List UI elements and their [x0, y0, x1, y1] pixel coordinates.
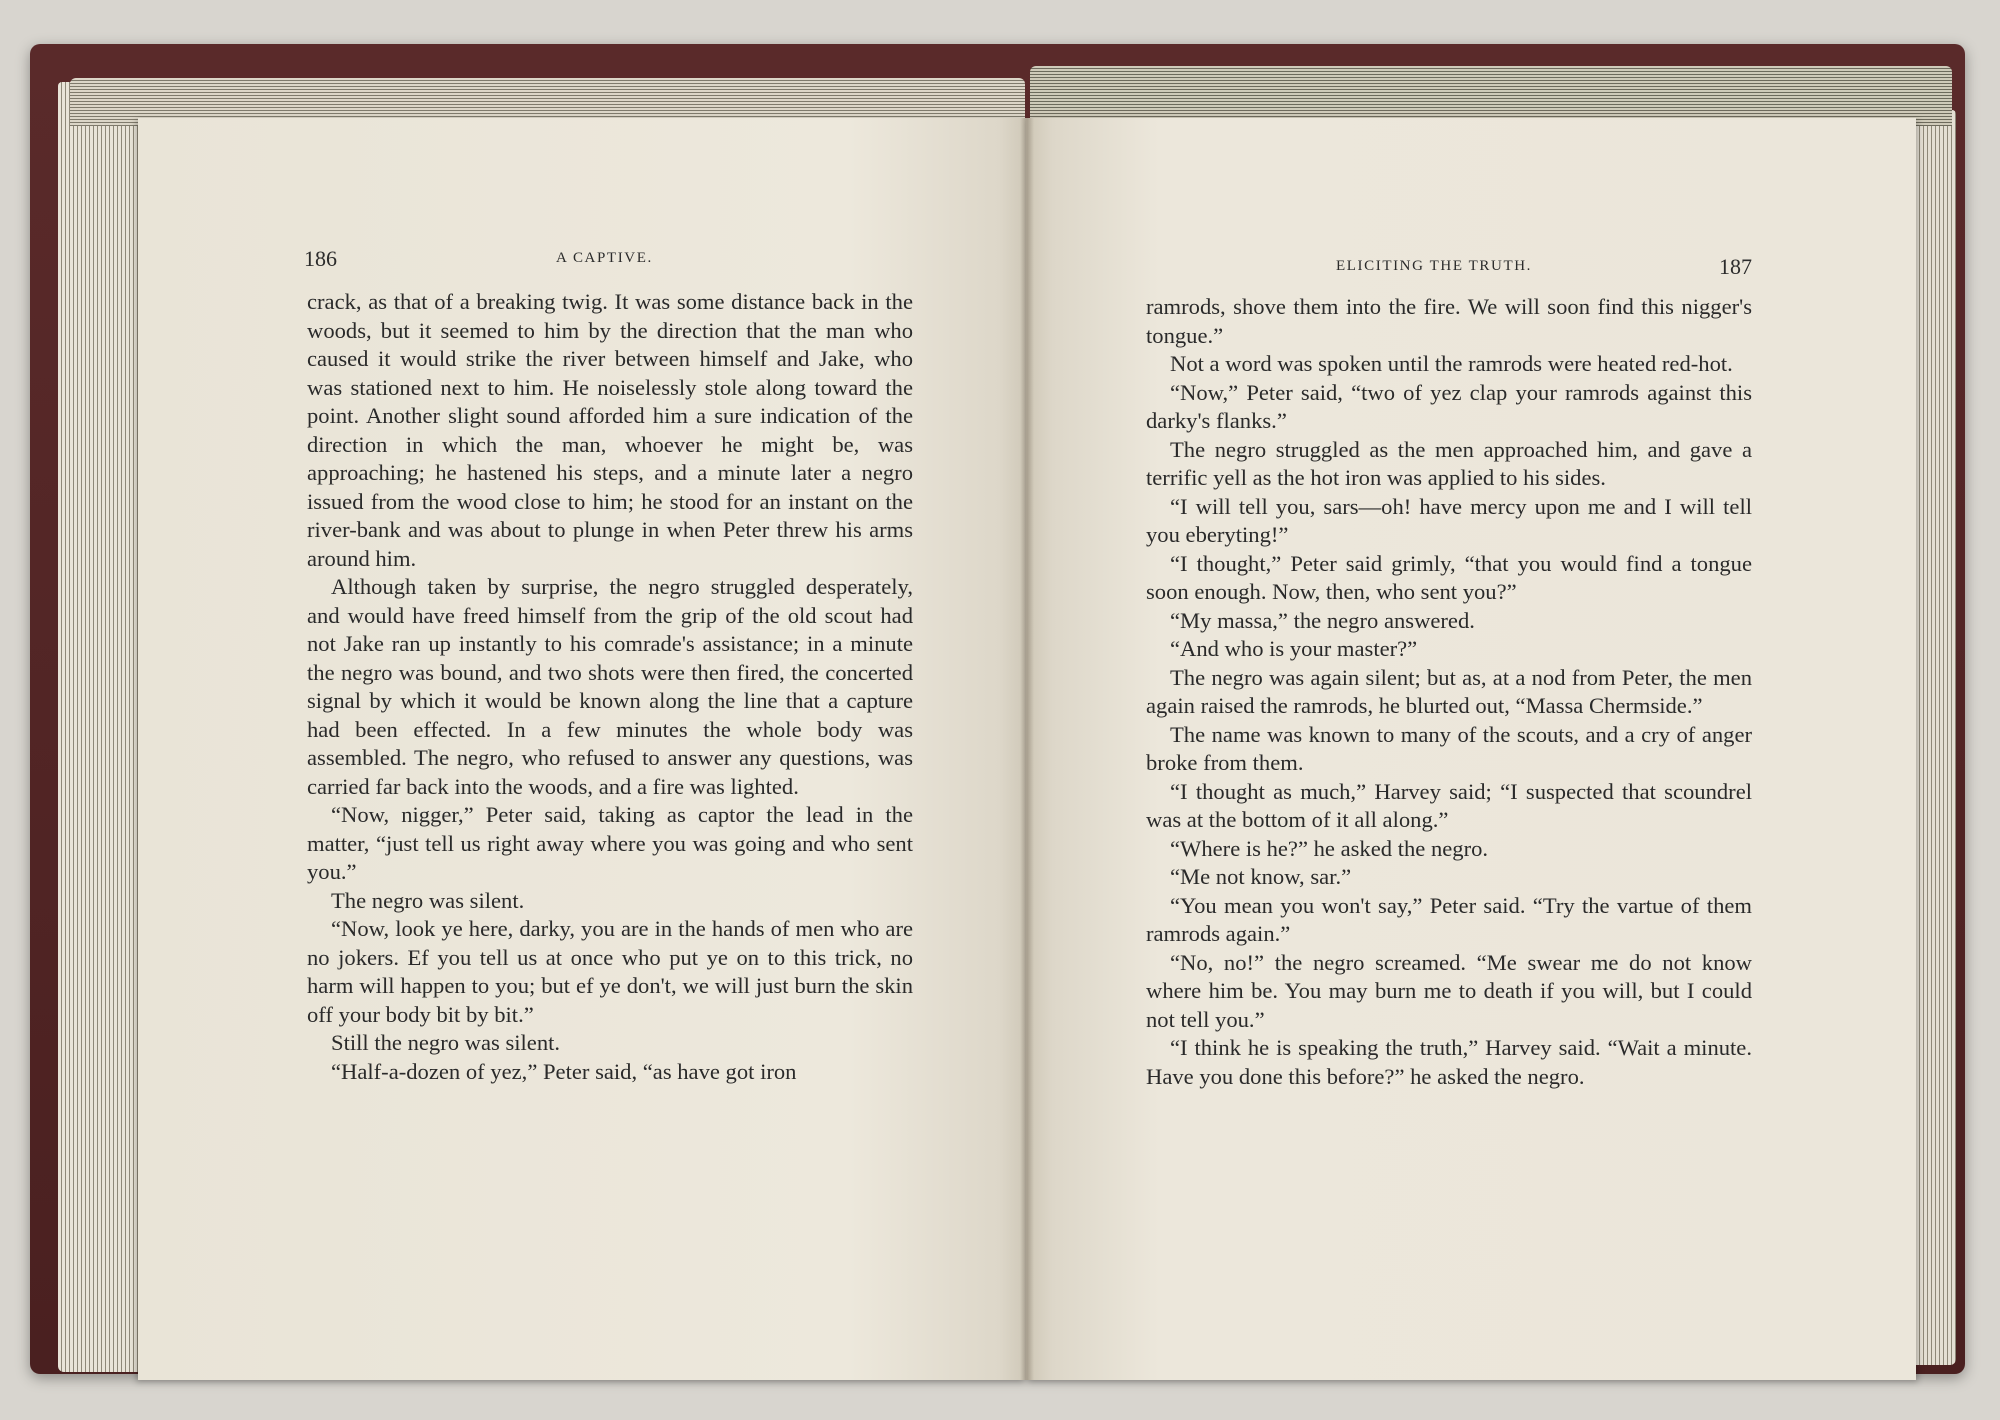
paragraph: Although taken by surprise, the negro struggled desperately, and would have freed himself from the grip of the old scout had not Jake ran up instantly to his comrade's assistance; in a minute the negro was bound, and two shots were then fired, the concerted signal by which it would be known along the line that a capture had been effected. In a few minutes the whole body was assembled. The negro, who refused to answer any questions, was carried far back into the woods, and a fire was lighted.	[307, 574, 913, 799]
left-page-number: 186	[304, 246, 337, 271]
paragraph: Not a word was spoken until the ramrods were heated red-hot.	[1170, 351, 1733, 376]
right-running-title: ELICITING THE TRUTH.	[1336, 258, 1533, 274]
paragraph: “I thought as much,” Harvey said; “I suspected that scoundrel was at the bottom of it all along.”	[1146, 778, 1752, 832]
left-running-head	[304, 246, 916, 276]
right-page-text	[1146, 293, 1752, 1091]
paragraph: The negro struggled as the men approached him, and gave a terrific yell as the hot iron was applied to his sides.	[1146, 436, 1752, 490]
paragraph: “My massa,” the negro answered.	[1170, 607, 1475, 633]
right-page-number: 187	[1719, 254, 1752, 279]
paragraph: “I think he is speaking the truth,” Harvey said. “Wait a minute. Have you done this before?” he asked the negro.	[1146, 1035, 1752, 1089]
paragraph: “Where is he?” he asked the negro.	[1170, 835, 1489, 861]
paragraph: ramrods, shove them into the fire. We will soon find this nigger's tongue.”	[1146, 294, 1752, 348]
paragraph: “Me not know, sar.”	[1170, 864, 1352, 889]
left-page-text	[307, 288, 913, 1086]
paragraph: “Now, look ye here, darky, you are in the hands of men who are no jokers. Ef you tell us at once who put ye on to this trick, no harm will happen to you; but ef ye don't, we will just burn the skin off your body bit by bit.”	[307, 916, 913, 1027]
paragraph: “And who is your master?”	[1170, 636, 1418, 661]
paragraph: The name was known to many of the scouts, and a cry of anger broke from them.	[1146, 721, 1752, 775]
left-running-title: A CAPTIVE.	[556, 250, 653, 266]
paragraph: “Now,” Peter said, “two of yez clap your ramrods against this darky's flanks.”	[1146, 379, 1752, 433]
left-page-edges	[58, 82, 148, 1372]
right-top-page-edges	[1030, 66, 1952, 126]
paragraph: “I thought,” Peter said grimly, “that you would find a tongue soon enough. Now, then, who sent you?”	[1146, 550, 1752, 604]
paragraph: “I will tell you, sars—oh! have mercy upon me and I will tell you eberyting!”	[1146, 493, 1752, 547]
paragraph: The negro was silent.	[331, 887, 525, 913]
right-running-head	[1146, 254, 1752, 284]
paragraph: “No, no!” the negro screamed. “Me swear me do not know where him be. You may burn me to death if you will, but I could not tell you.”	[1146, 949, 1752, 1032]
book-gutter	[1020, 118, 1034, 1380]
paragraph: “You mean you won't say,” Peter said. “Try the vartue of them ramrods again.”	[1146, 892, 1752, 946]
paragraph: “Half-a-dozen of yez,” Peter said, “as have got iron	[331, 1058, 797, 1084]
paragraph: crack, as that of a breaking twig. It was some distance back in the woods, but it seemed to him by the direction that the man who caused it would strike the river between himself and Jake, who was stationed next to him. He noiselessly stole along toward the point. Another slight sound afforded him a sure indication of the direction in which the man, whoever he might be, was approaching; he hastened his steps, and a minute later a negro issued from the wood close to him; he stood for an instant on the river-bank and was about to plunge in when Peter threw his arms around him.	[307, 289, 913, 571]
paragraph: Still the negro was silent.	[331, 1030, 561, 1055]
paragraph: “Now, nigger,” Peter said, taking as captor the lead in the matter, “just tell us right away where you was going and who sent you.”	[307, 802, 913, 884]
paragraph: The negro was again silent; but as, at a nod from Peter, the men again raised the ramrods, he blurted out, “Massa Chermside.”	[1146, 664, 1752, 718]
